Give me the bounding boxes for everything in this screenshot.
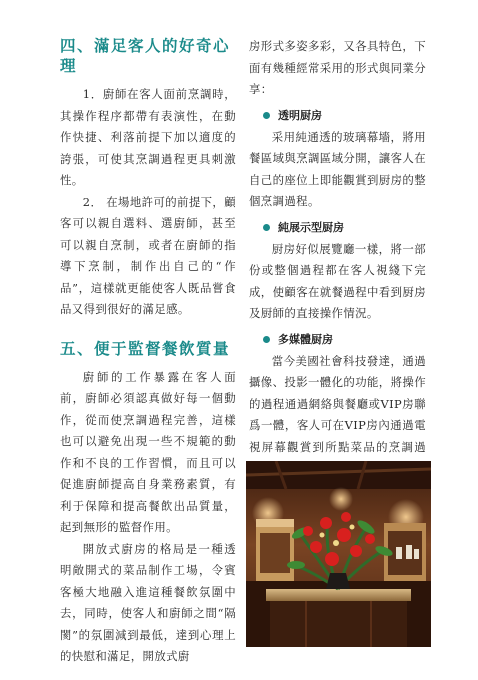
heading-satisfy-curiosity: 四、滿足客人的好奇心理	[60, 37, 231, 75]
subheading-transparent-kitchen	[263, 107, 426, 125]
restaurant-photo	[246, 461, 431, 647]
heading-supervise-quality: 五、便于監督餐飲質量	[60, 339, 231, 358]
bullet-icon	[263, 224, 270, 231]
subheading-multimedia-kitchen	[263, 331, 426, 349]
paragraph-3: 廚師的工作暴露在客人面前，廚師必須認真做好每一個動作，從而使烹調過程完善，這樣也可以避免出現一些不規範的動作和不良的工作習慣，而且可以促進廚師提高自身業務素質，有利于保障和提高餐飲出品質量，起到無形的監督作用。	[60, 369, 236, 534]
paragraph-multimedia-kitchen: 當今美國社會科技發達，通過攝像、投影一體化的功能，將操作的過程通過網絡與餐廳或VIP房聯爲一體，客人可在VIP房內通過電視屏幕觀賞到所點菜品的烹調過	[249, 353, 426, 454]
bullet-icon	[263, 336, 270, 343]
paragraph-continued: 房形式多姿多彩，又各具特色，下面有幾種經常采用的形式與同業分享：	[249, 39, 426, 96]
bullet-icon	[263, 112, 270, 119]
paragraph-transparent-kitchen: 采用純通透的玻璃幕墻，將用餐區域與烹調區域分開，讓客人在自己的座位上即能觀賞到厨房的整個烹調過程。	[249, 129, 426, 208]
paragraph-4: 開放式廚房的格局是一種透明敞開式的菜品制作工場，令賓客極大地融入進這種餐飲氛圍中去，同時，使客人和廚師之間“隔閡”的氛圍減到最低，達到心理上的快慰和滿足，開放式廚	[60, 541, 236, 663]
paragraph-2: 2． 在場地許可的前提下，顧客可以親自選料、選廚師，甚至可以親自烹制，或者在廚師的指導下烹制，制作出自己的“作品”，這樣就更能使客人既品嘗食品又得到很好的滿足感。	[60, 194, 236, 316]
subheading-label: 純展示型厨房	[278, 220, 344, 234]
paragraph-1: 1．廚師在客人面前烹調時，其操作程序都帶有表演性，在動作快捷、利落前提下加以適度的誇張，可使其烹調過程更具刺激性。	[60, 87, 236, 187]
subheading-label: 多媒體厨房	[278, 332, 333, 346]
subheading-label: 透明厨房	[278, 108, 322, 122]
subheading-display-kitchen	[263, 219, 426, 237]
left-column	[60, 36, 236, 668]
paragraph-display-kitchen: 厨房好似展覽廳一樣，將一部份或整個過程都在客人視綫下完成，使顧客在就餐過程中看到厨房及厨師的直接操作情況。	[249, 241, 426, 320]
right-column	[249, 36, 426, 480]
